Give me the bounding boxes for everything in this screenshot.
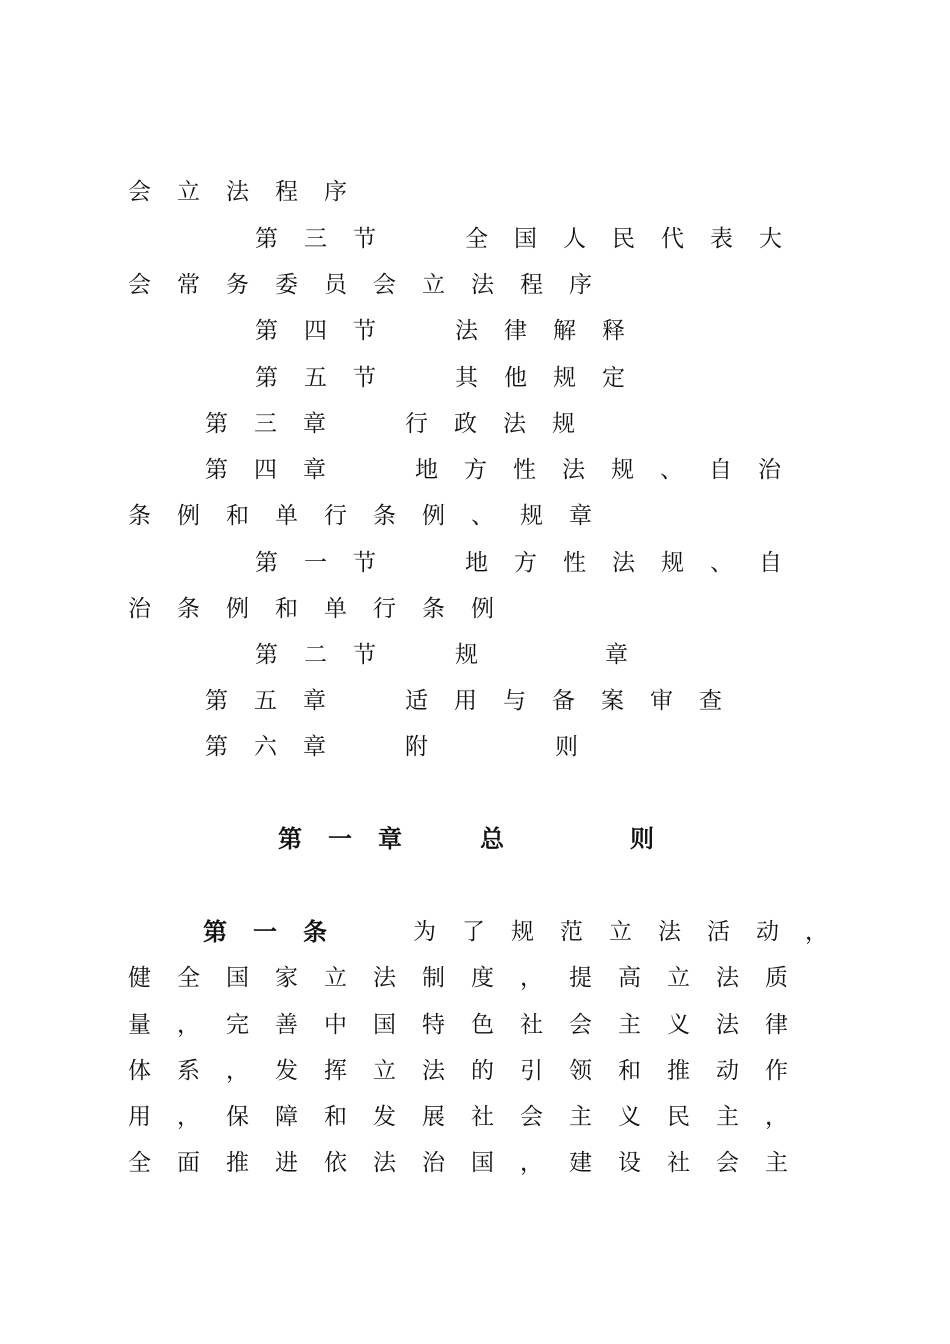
toc-line: [128, 501, 618, 531]
article-text: 为了规范立法活动，: [413, 919, 854, 945]
toc-chapter-5: [205, 686, 352, 716]
toc-text: 治条例和单行条例: [128, 596, 520, 622]
toc-section-title: 其他规定: [455, 365, 651, 391]
article-text: 体系，发挥立法的引领和推动作: [128, 1058, 814, 1084]
article-text: 用，保障和发展社会主义民主，: [128, 1104, 814, 1130]
article-label: [203, 917, 353, 947]
toc-text: 会常务委员会立法程序: [128, 272, 618, 298]
toc-section-label: 第二节: [255, 642, 402, 668]
toc-section-4: [255, 316, 402, 346]
article-text: 健全国家立法制度，提高立法质: [128, 965, 814, 991]
article-line: [128, 963, 814, 993]
chapter-heading: [278, 824, 428, 854]
toc-chapter-title: 地方性法规、自治: [415, 457, 807, 483]
article-text: 全面推进依法治国，建设社会主: [128, 1150, 814, 1176]
toc-chapter-6-title-1: [405, 732, 454, 762]
toc-chapter-title: 适用与备案审查: [405, 688, 748, 714]
chapter-heading-title-1: [480, 824, 530, 854]
toc-line: [128, 177, 373, 207]
toc-chapter-label: 第四章: [205, 457, 352, 483]
toc-section-label: 第四节: [255, 318, 402, 344]
article-line: [128, 1010, 814, 1040]
toc-section-5: [255, 363, 402, 393]
toc-chapter-4-title: [415, 455, 807, 485]
toc-ch4-section-1: [255, 548, 402, 578]
toc-section-label: 第三节: [255, 226, 402, 252]
article-line: [128, 1056, 814, 1086]
toc-section-title: 地方性法规、自: [465, 550, 808, 576]
chapter-heading-title: 则: [630, 825, 680, 853]
toc-section-title: 章: [605, 642, 654, 668]
toc-ch4-section-2: [255, 640, 402, 670]
toc-section-5-title: [455, 363, 651, 393]
article-line: [413, 917, 854, 947]
toc-ch4-section-1-title: [465, 548, 808, 578]
toc-chapter-label: 第三章: [205, 411, 352, 437]
toc-chapter-title: 行政法规: [405, 411, 601, 437]
toc-chapter-6: [205, 732, 352, 762]
toc-text: 会立法程序: [128, 179, 373, 205]
toc-chapter-title: 则: [555, 734, 604, 760]
toc-chapter-label: 第五章: [205, 688, 352, 714]
toc-chapter-3-title: [405, 409, 601, 439]
toc-section-3: [255, 224, 402, 254]
toc-section-title: 规: [455, 642, 504, 668]
toc-section-title: 法律解释: [455, 318, 651, 344]
article-line: [128, 1148, 814, 1178]
toc-line: [128, 270, 618, 300]
toc-chapter-label: 第六章: [205, 734, 352, 760]
article-text: 量，完善中国特色社会主义法律: [128, 1012, 814, 1038]
toc-ch4-section-2-title-1: [455, 640, 504, 670]
toc-chapter-5-title: [405, 686, 748, 716]
toc-line: [128, 594, 520, 624]
toc-chapter-title: 附: [405, 734, 454, 760]
chapter-heading-label: 第一章: [278, 825, 428, 853]
toc-chapter-6-title-2: [555, 732, 604, 762]
toc-section-3-title: [465, 224, 808, 254]
toc-chapter-4: [205, 455, 352, 485]
toc-text: 条例和单行条例、规章: [128, 503, 618, 529]
toc-chapter-3: [205, 409, 352, 439]
toc-ch4-section-2-title-2: [605, 640, 654, 670]
chapter-heading-title: 总: [480, 825, 530, 853]
toc-section-4-title: [455, 316, 651, 346]
toc-section-label: 第一节: [255, 550, 402, 576]
toc-section-label: 第五节: [255, 365, 402, 391]
article-number: 第一条: [203, 918, 353, 946]
toc-section-title: 全国人民代表大: [465, 226, 808, 252]
chapter-heading-title-2: [630, 824, 680, 854]
article-line: [128, 1102, 814, 1132]
